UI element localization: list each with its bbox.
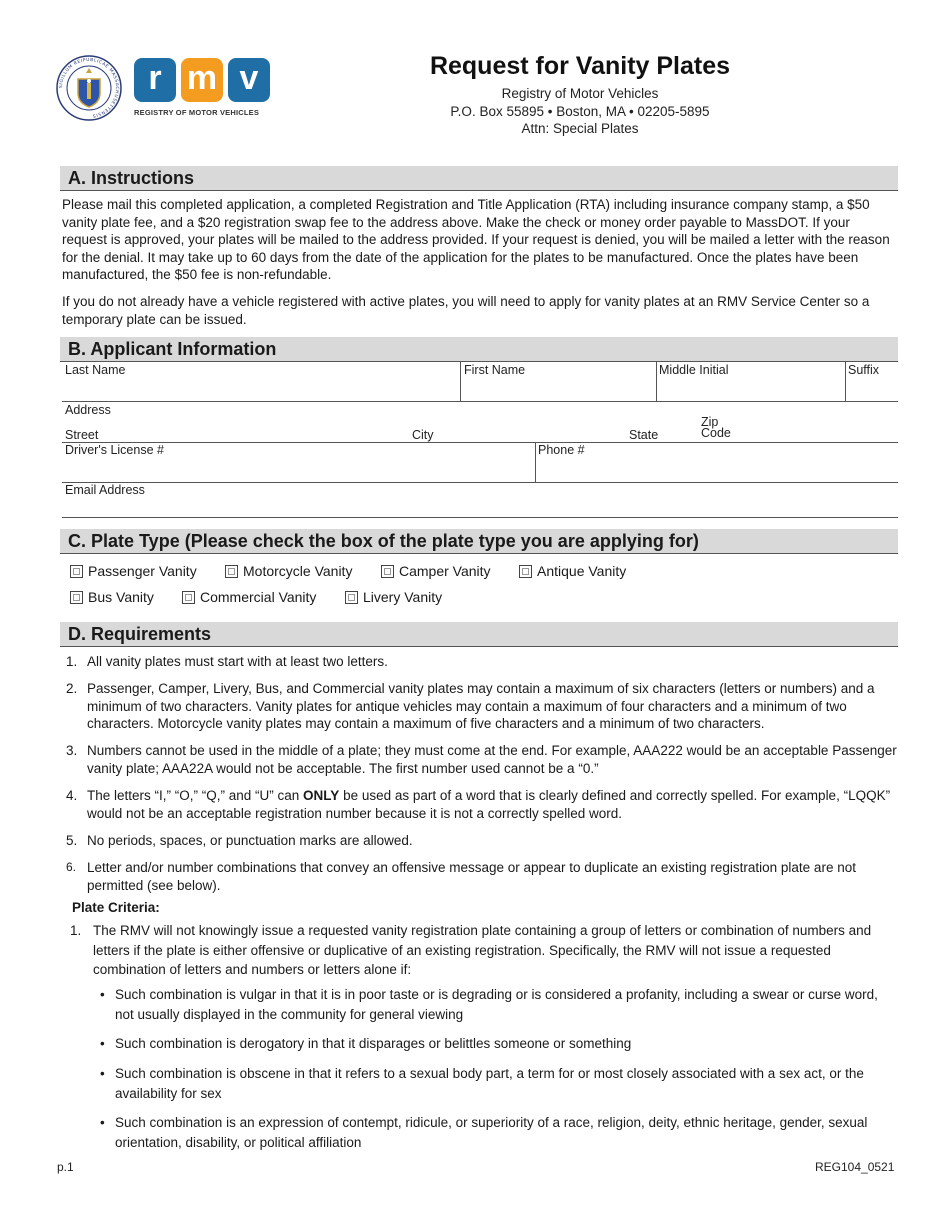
checkbox-icon[interactable] (345, 591, 358, 604)
phone-label: Phone # (538, 443, 585, 457)
checkbox-livery-vanity[interactable]: Livery Vanity (345, 589, 442, 605)
last-name-label: Last Name (65, 363, 126, 377)
requirement-item: The letters “I,” “O,” “Q,” and “U” can ONLY be used as part of a word that is clearly defined and correctly spelled. For example, “LQQK” would not be an acceptable registration number because it is not a correctly spelled word. (87, 788, 891, 821)
checkbox-icon[interactable] (70, 591, 83, 604)
city-label: City (412, 428, 434, 442)
criteria-bullet: Such combination is an expression of contempt, ridicule, or superiority of a race, religion, deity, ethnic heritage, gender, sexual orientation, disability, or political affiliation (115, 1115, 868, 1150)
divider (62, 442, 898, 443)
logo-letter-m: m (181, 58, 223, 102)
divider (656, 362, 657, 402)
checkbox-camper-vanity[interactable]: Camper Vanity (381, 563, 491, 579)
section-b-header (60, 337, 898, 362)
checkbox-icon[interactable] (225, 565, 238, 578)
checkbox-motorcycle-vanity[interactable]: Motorcycle Vanity (225, 563, 352, 579)
requirement-item: No periods, spaces, or punctuation marks are allowed. (87, 833, 413, 848)
divider (535, 442, 536, 482)
bullet-icon: • (100, 1066, 105, 1081)
middle-initial-label: Middle Initial (659, 363, 729, 377)
requirement-number: 2. (66, 681, 78, 696)
address-line-1: Registry of Motor Vehicles (501, 86, 659, 101)
address-field[interactable] (62, 402, 898, 442)
drivers-license-label: Driver's License # (65, 443, 164, 457)
email-label: Email Address (65, 483, 145, 497)
requirement-number: 3. (66, 743, 78, 758)
state-label: State (629, 428, 659, 442)
checkbox-antique-vanity[interactable]: Antique Vanity (519, 563, 626, 579)
email-field[interactable] (62, 500, 898, 516)
svg-text:SIGILLUM REIPUBLICAE MASSACHUS: SIGILLUM REIPUBLICAE MASSACHUSETTENSIS (58, 57, 120, 118)
phone-field[interactable] (537, 460, 897, 480)
street-label: Street (65, 428, 99, 442)
section-d-heading: D. Requirements (68, 624, 212, 644)
requirement-number: 6. (66, 860, 77, 874)
checkbox-icon[interactable] (182, 591, 195, 604)
rmv-logo (134, 58, 274, 118)
logo-subtitle: REGISTRY OF MOTOR VEHICLES (134, 108, 260, 117)
address-line-3: Attn: Special Plates (521, 121, 639, 136)
plate-criteria-heading: Plate Criteria: (72, 900, 160, 915)
checkbox-commercial-vanity[interactable]: Commercial Vanity (182, 589, 316, 605)
requirement-item: Passenger, Camper, Livery, Bus, and Commercial vanity plates may contain a maximum of six characters (letters or numbers) and a minimum of two characters. Vanity plates for antique vehicles may contain a maximum of four characters and a minimum of two characters. Motorcycle vanity plates may contain a maximum of five characters and a minimum of two characters. (87, 681, 875, 731)
zip-label-line-1: Zip (701, 415, 719, 429)
criteria-bullet: Such combination is vulgar in that it is in poor taste or is degrading or is considered a profanity, including a swear or curse word, not usually displayed in the community for general viewing (115, 987, 878, 1022)
first-name-label: First Name (464, 363, 526, 377)
instructions-paragraph-2: If you do not already have a vehicle registered with active plates, you will need to apply for vanity plates at an RMV Service Center so a temporary plate can be issued. (62, 294, 870, 327)
requirement-item: Letter and/or number combinations that convey an offensive message or appear to duplicate an existing registration plate are not permitted (see below). (87, 860, 856, 893)
logo-letter-v: v (228, 58, 270, 102)
section-c-heading: C. Plate Type (Please check the box of the plate type you are applying for) (68, 531, 699, 551)
divider (62, 482, 898, 483)
criteria-bullet: Such combination is obscene in that it refers to a sexual body part, a term for or most closely associated with a sex act, or the availability for sex (115, 1066, 864, 1101)
middle-initial-field[interactable] (658, 380, 844, 400)
bullet-icon: • (100, 987, 105, 1002)
address-line-2: P.O. Box 55895 • Boston, MA • 02205-5895 (450, 104, 710, 119)
checkbox-bus-vanity[interactable]: Bus Vanity (70, 589, 154, 605)
instructions-paragraph-1: Please mail this completed application, a completed Registration and Title Application (RTA) including insurance company stamp, a $50 vanity plate fee, and a $20 registration swap fee to the address above. Make the check or money order payable to MassDOT. If your request is approved, your plates will be mailed to the address provided. If your request is denied, you will be mailed a letter with the reason for the denial. It may take up to 60 days from the date of the application for the plates to be manufactured. Once the plates have been manufactured, the $50 fee is non-refundable. (62, 197, 890, 282)
drivers-license-field[interactable] (62, 460, 532, 480)
logo-letter-r: r (134, 58, 176, 102)
requirement-number: 5. (66, 833, 78, 848)
suffix-label: Suffix (848, 363, 880, 377)
bullet-icon: • (100, 1115, 105, 1130)
checkbox-icon[interactable] (70, 565, 83, 578)
massachusetts-seal (56, 55, 122, 121)
divider (62, 517, 898, 518)
section-a-heading: A. Instructions (68, 168, 195, 188)
criteria-text: The RMV will not knowingly issue a requested vanity registration plate containing a group of letters or combination of numbers and letters if the plate is either offensive or duplicative of an existing registration. Specifically, the RMV will not issue a requested combination of letters and numbers or letters alone if: (93, 923, 872, 977)
form-id: REG104_0521 (815, 1160, 895, 1174)
section-b-heading: B. Applicant Information (68, 339, 277, 359)
section-a-header (60, 166, 898, 191)
checkbox-icon[interactable] (381, 565, 394, 578)
page-title: Request for Vanity Plates (429, 52, 731, 80)
checkbox-passenger-vanity[interactable]: Passenger Vanity (70, 563, 197, 579)
bullet-icon: • (100, 1036, 105, 1051)
criteria-number: 1. (70, 923, 82, 938)
zip-label-line-2: Code (701, 426, 731, 440)
page-number: p.1 (57, 1160, 74, 1174)
checkbox-icon[interactable] (519, 565, 532, 578)
requirement-number: 4. (66, 788, 78, 803)
divider (845, 362, 846, 402)
address-label: Address (65, 403, 111, 417)
suffix-field[interactable] (847, 380, 897, 400)
last-name-field[interactable] (62, 380, 458, 400)
criteria-bullet: Such combination is derogatory in that it disparages or belittles someone or something (115, 1036, 632, 1051)
requirement-item: All vanity plates must start with at least two letters. (87, 654, 388, 669)
section-c-header (60, 529, 898, 554)
requirement-item: Numbers cannot be used in the middle of a plate; they must come at the end. For example, AAA222 would be an acceptable Passenger vanity plate; AAA22A would not be acceptable. The first number used cannot be a “0.” (87, 743, 897, 776)
divider (460, 362, 461, 402)
first-name-field[interactable] (462, 380, 654, 400)
section-d-header (60, 622, 898, 647)
requirement-number: 1. (66, 654, 78, 669)
